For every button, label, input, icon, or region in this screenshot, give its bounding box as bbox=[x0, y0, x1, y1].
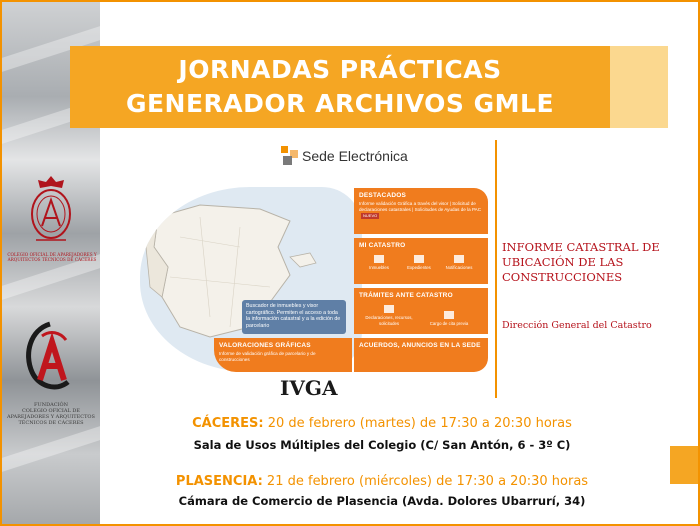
tile-mi-catastro[interactable] bbox=[354, 238, 488, 284]
tile-title: TRÁMITES ANTE CATASTRO bbox=[359, 292, 453, 299]
tile-destacados[interactable] bbox=[354, 188, 488, 234]
nuevo-badge: NUEVO bbox=[363, 213, 378, 218]
college-coat-of-arms-icon bbox=[28, 174, 74, 256]
cita-previa-link[interactable] bbox=[419, 311, 479, 327]
tile-body: Informe de validación gráfica de parcelario y de construcciones bbox=[219, 351, 316, 362]
tile-valoraciones[interactable] bbox=[214, 338, 352, 372]
tile-title: VALORACIONES GRÁFICAS bbox=[219, 342, 311, 349]
title-line-1: JORNADAS PRÁCTICAS bbox=[178, 55, 502, 84]
informe-subtitle: Dirección General del Catastro bbox=[502, 320, 652, 331]
event-city: CÁCERES: bbox=[192, 416, 264, 431]
tile-tramites[interactable] bbox=[354, 288, 488, 334]
map-tooltip: Buscador de inmuebles y visor cartográfico. Permiten el acceso a toda la información catastral y a la edición de parcelario bbox=[242, 300, 346, 334]
tile-body bbox=[354, 301, 488, 327]
tile-acuerdos[interactable] bbox=[354, 338, 488, 372]
foundation-word: FUNDACIÓN bbox=[34, 402, 68, 408]
event-time: 21 de febrero (miércoles) de 17:30 a 20:30 horas bbox=[262, 474, 589, 489]
tile-body bbox=[354, 201, 488, 219]
event-plasencia-place: Cámara de Comercio de Plasencia (Avda. Dolores Ubarrurí, 34) bbox=[178, 494, 586, 508]
foundation-name: COLEGIO OFICIAL DE APAREJADORES Y ARQUITECTOS TÉCNICOS DE CÁCERES bbox=[7, 408, 95, 426]
declaraciones-link[interactable] bbox=[359, 305, 419, 327]
document-icon bbox=[384, 305, 394, 313]
mini-label: Inmuebles bbox=[369, 265, 389, 270]
folder-icon bbox=[414, 255, 424, 263]
ivga-label: IVGA bbox=[280, 376, 338, 400]
mini-label: Declaraciones, recursos, solicitudes bbox=[365, 315, 413, 326]
calendar-icon bbox=[444, 311, 454, 319]
notificaciones-link[interactable] bbox=[439, 255, 479, 271]
mini-label: Cargo de cita previa bbox=[429, 321, 469, 326]
mini-label: Expedientes bbox=[407, 265, 431, 270]
title-banner bbox=[70, 46, 610, 128]
building-icon bbox=[374, 255, 384, 263]
sede-squares-icon bbox=[281, 146, 299, 166]
tile-body bbox=[354, 251, 488, 271]
tile-title: ACUERDOS, ANUNCIOS EN LA SEDE bbox=[359, 342, 481, 349]
tile-title: DESTACADOS bbox=[359, 192, 407, 199]
divider bbox=[495, 140, 497, 398]
college-caption: COLEGIO OFICIAL DE APAREJADORES Y ARQUITECTOS TÉCNICOS DE CÁCERES bbox=[7, 252, 97, 262]
mini-label: Notificaciones bbox=[445, 265, 473, 270]
inmuebles-link[interactable] bbox=[359, 255, 399, 271]
event-city: PLASENCIA: bbox=[175, 474, 263, 489]
title-line-2: GENERADOR ARCHIVOS GMLE bbox=[125, 89, 555, 118]
event-plasencia-date bbox=[102, 470, 662, 489]
foundation-logo-icon bbox=[20, 320, 80, 398]
tile-body-text: Informe validación Gráfica a través del visor | Solicitud de declaraciones catastrales | Solicitudes de Ayudas de la PAC bbox=[359, 201, 482, 212]
expedientes-link[interactable] bbox=[399, 255, 439, 271]
foundation-text bbox=[4, 402, 98, 426]
event-time: 20 de febrero (martes) de 17:30 a 20:30 horas bbox=[263, 416, 572, 431]
sede-title: Sede Electrónica bbox=[302, 148, 408, 164]
event-caceres-place: Sala de Usos Múltiples del Colegio (C/ San Antón, 6 - 3º C) bbox=[193, 438, 571, 452]
decorative-square bbox=[670, 446, 700, 484]
tile-title: MI CATASTRO bbox=[359, 242, 406, 249]
banner-extension bbox=[610, 46, 668, 128]
informe-title: INFORME CATASTRAL DE UBICACIÓN DE LAS CONSTRUCCIONES bbox=[502, 240, 660, 284]
event-caceres-date bbox=[102, 412, 662, 431]
facade-band bbox=[2, 426, 100, 472]
people-icon bbox=[454, 255, 464, 263]
